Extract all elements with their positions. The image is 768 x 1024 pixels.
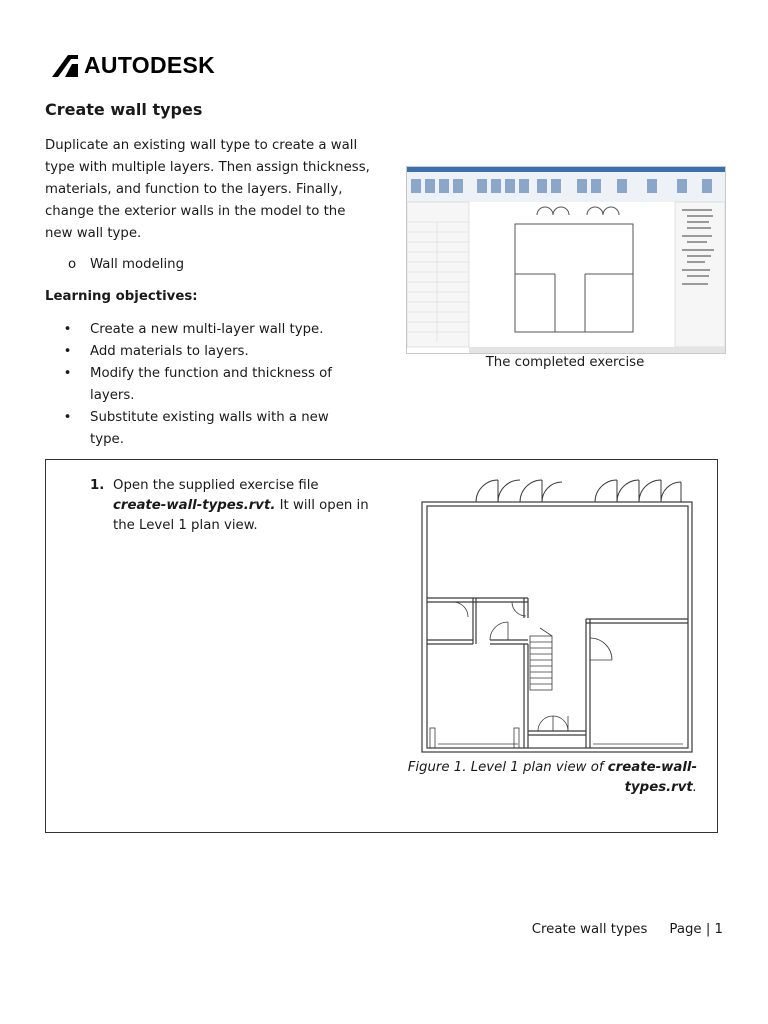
- completed-exercise-caption: The completed exercise: [485, 355, 645, 370]
- circle-bullet-icon: o: [68, 257, 77, 272]
- level-1-floor-plan: [418, 478, 696, 756]
- step-text: Open the supplied exercise file create-wall-types.rvt. It will open in the Level 1 plan view.: [113, 478, 369, 533]
- file-name: create-wall-types.rvt.: [113, 498, 276, 513]
- revit-ui-thumbnail: [407, 167, 725, 353]
- objectives-heading: Learning objectives:: [45, 289, 198, 304]
- page-footer: [480, 922, 723, 937]
- step-1: [90, 476, 375, 536]
- step-number: 1.: [90, 478, 105, 493]
- objectives-list: [45, 319, 345, 451]
- bullet-icon: •: [63, 322, 72, 337]
- footer-page-number: Page | 1: [669, 922, 723, 937]
- figure-1-caption: Figure 1. Level 1 plan view of create-wall-types.rvt.: [407, 760, 697, 795]
- objective-item: • Add materials to layers.: [45, 341, 345, 363]
- brand-name: AUTODESK: [84, 52, 216, 78]
- bullet-icon: •: [63, 366, 72, 381]
- autodesk-logo-mark-icon: [52, 55, 78, 77]
- sub-bullet-item: [68, 254, 184, 276]
- sub-bullet-text: Wall modeling: [90, 257, 185, 272]
- bullet-icon: •: [63, 344, 72, 359]
- intro-paragraph: Duplicate an existing wall type to create a wall type with multiple layers. Then assign thickness, materials, and function to the layers. Finally, change the exterior walls in the model to the new wall type.: [45, 138, 370, 241]
- objective-item: • Modify the function and thickness of layers.: [45, 363, 345, 407]
- caption-file-name: create-wall-types.rvt: [607, 760, 697, 795]
- bullet-icon: •: [63, 410, 72, 425]
- completed-exercise-screenshot: [406, 166, 726, 354]
- objective-item: • Substitute existing walls with a new type.: [45, 407, 345, 451]
- footer-doc-title: Create wall types: [531, 922, 648, 937]
- autodesk-logo: [52, 52, 215, 79]
- page-title: Create wall types: [45, 100, 203, 119]
- objective-item: • Create a new multi-layer wall type.: [45, 319, 345, 341]
